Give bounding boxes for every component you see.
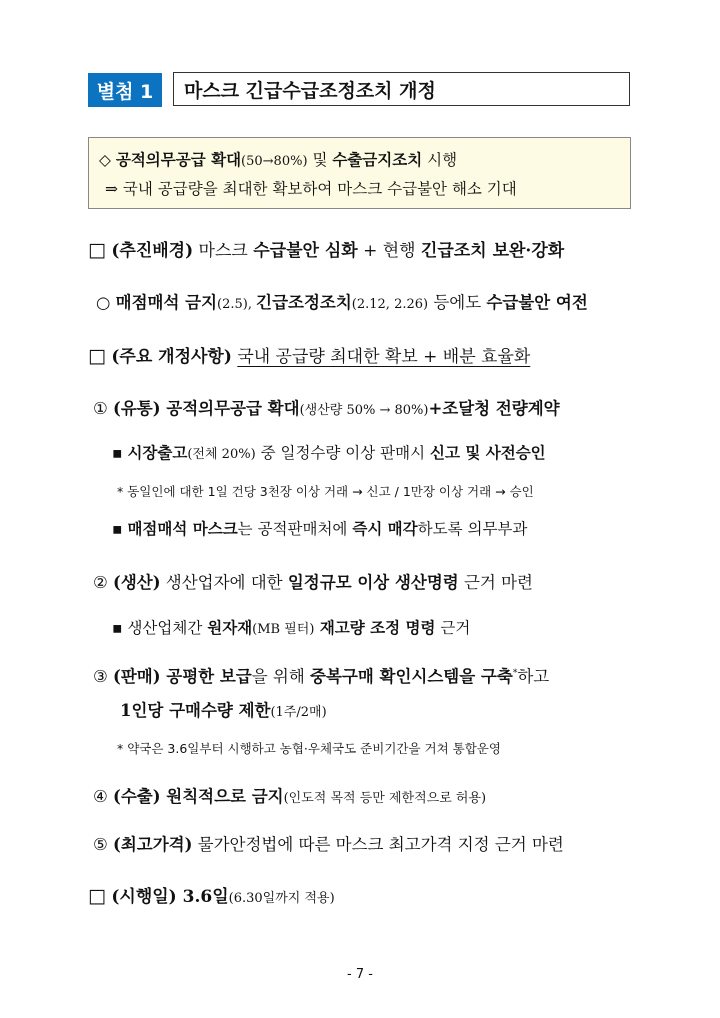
item-production-materials: ▪ 생산업체간 원자재(MB 필터) 재고량 조정 명령 근거 [112,618,471,637]
background-detail: ○ 매점매석 금지(2.5), 긴급조정조치(2.12, 2.26) 등에도 수급불안 여전 [96,293,588,312]
item-distribution-hoarding: ▪ 매점매석 마스크는 공적판매처에 즉시 매각하도록 의무부과 [112,519,528,538]
checkbox-square-icon: □ [88,345,106,367]
item-distribution: ① (유통) 공적의무공급 확대(생산량 50% → 80%)+조달청 전량계약 [93,399,560,418]
footnote-report: * 동일인에 대한 1일 건당 3천장 이상 거래 → 신고 / 1만장 이상 거래 → 승인 [117,484,534,499]
page-title: 마스크 긴급수급조정조치 개정 [173,72,630,106]
checkbox-square-icon: □ [88,239,106,261]
diamond-bullet-icon: ◇ [99,151,111,169]
section-background: □ (추진배경) 마스크 수급불안 심화 + 현행 긴급조치 보완·강화 [88,239,565,261]
checkbox-square-icon: □ [88,885,106,907]
square-bullet-icon: ▪ [112,619,123,637]
attachment-tag: 별첨 1 [88,73,162,107]
summary-line-2: ⇒ 국내 공급량을 최대한 확보하여 마스크 수급불안 해소 기대 [105,180,517,198]
item-export: ④ (수출) 원칙적으로 금지(인도적 목적 등만 제한적으로 허용) [93,787,487,806]
square-bullet-icon: ▪ [112,444,123,462]
summary-box [88,137,631,209]
summary-line-1: ◇ 공적의무공급 확대(50→80%) 및 수출금지조치 시행 [99,150,458,169]
section-effective-date: □ (시행일) 3.6일(6.30일까지 적용) [88,885,335,907]
circle-bullet-icon: ○ [96,293,111,312]
item-sales: ③ (판매) 공평한 보급을 위해 중복구매 확인시스템을 구축*하고 [93,667,550,686]
square-bullet-icon: ▪ [112,520,123,538]
item-production: ② (생산) 생산업자에 대한 일정규모 이상 생산명령 근거 마련 [93,573,533,592]
section-main-changes: □ (주요 개정사항) 국내 공급량 최대한 확보 + 배분 효율화 [88,345,531,367]
item-distribution-market: ▪ 시장출고(전체 20%) 중 일정수량 이상 판매시 신고 및 사전승인 [112,443,546,462]
footnote-pharmacy: * 약국은 3.6일부터 시행하고 농협·우체국도 준비기간을 거쳐 통합운영 [117,741,501,756]
item-sales-limit: 1인당 구매수량 제한(1주/2매) [120,701,327,720]
item-max-price: ⑤ (최고가격) 물가안정법에 따른 마스크 최고가격 지정 근거 마련 [93,835,564,854]
page-number: - 7 - [347,967,373,982]
